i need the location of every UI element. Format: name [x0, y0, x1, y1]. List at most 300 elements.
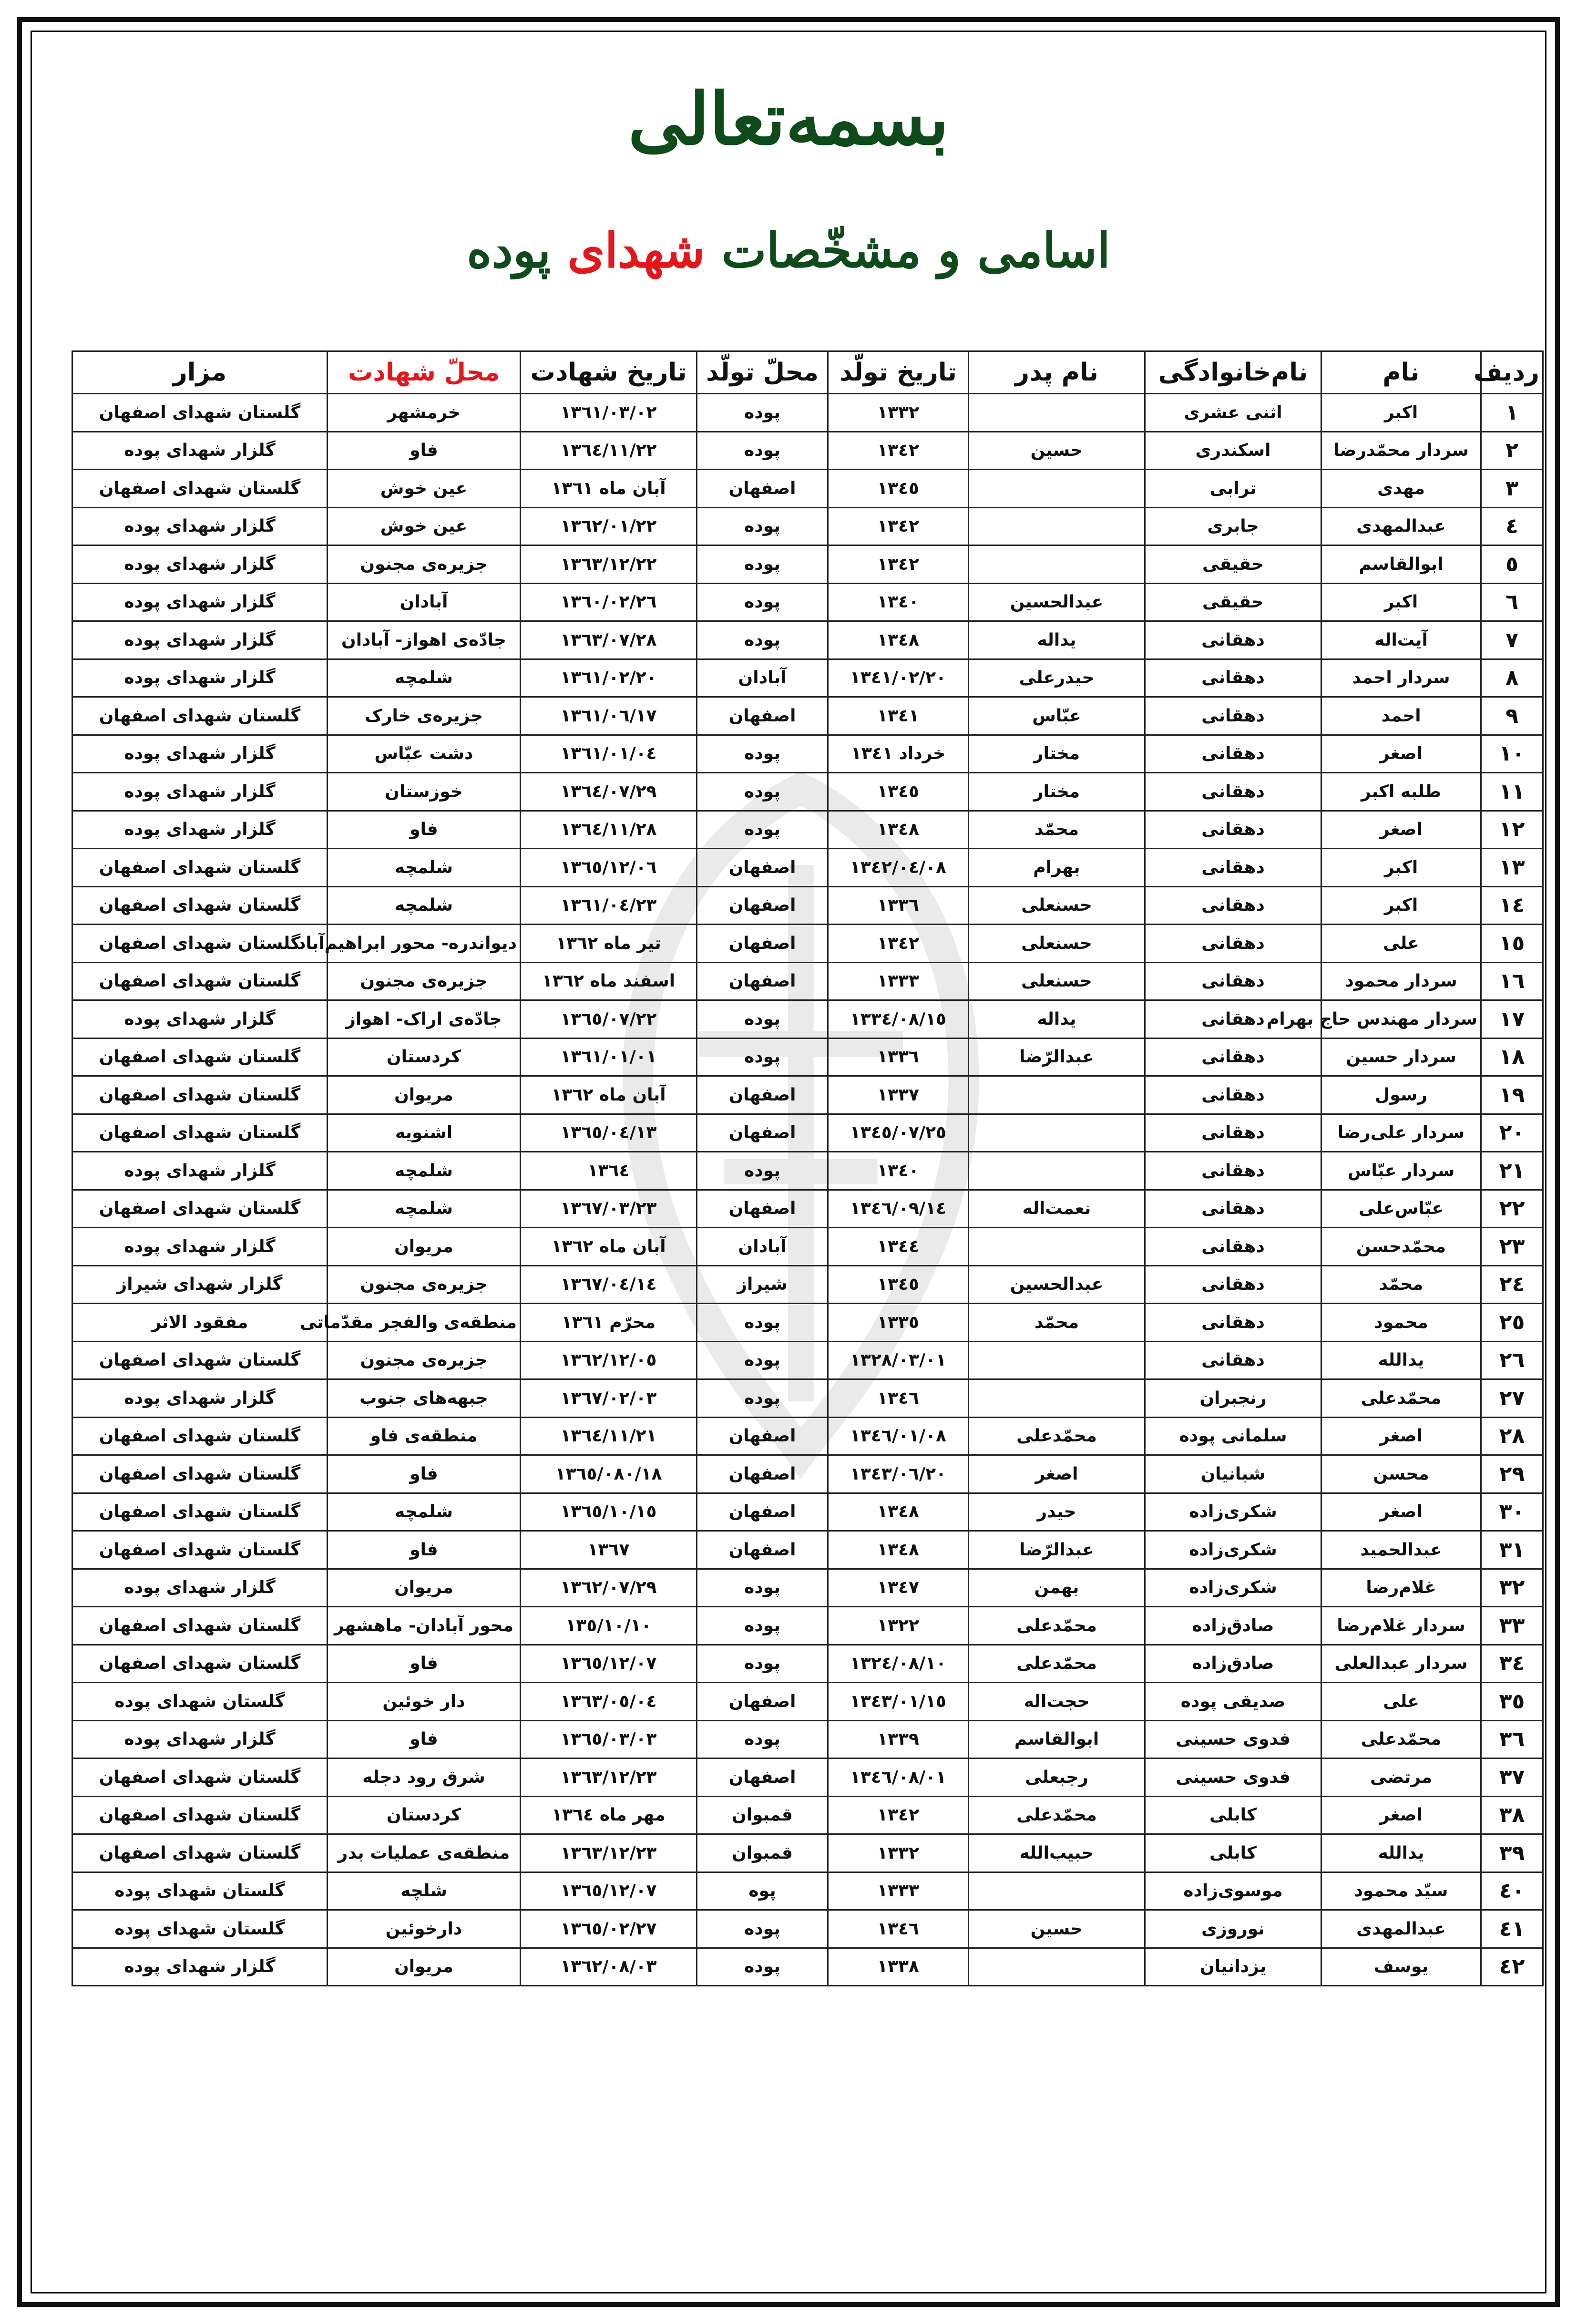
father-name-cell [969, 545, 1145, 584]
martyrdom-place-cell: شلمچه [328, 1493, 521, 1531]
martyrdom-date-cell: ١٣٦٤/٠٧/٢٩ [521, 773, 697, 811]
family-name-cell: حقیقی [1145, 583, 1321, 621]
grave-cell: گلستان شهدای اصفهان [72, 1493, 328, 1531]
row-number-cell: ٣٣ [1481, 1607, 1543, 1645]
table-row [72, 1152, 1543, 1190]
martyrdom-place-cell: منطقه‌ی والفجر مقدّماتی [328, 1304, 521, 1342]
birth-date-cell: ١٣٣٦ [828, 1038, 969, 1076]
row-number-cell: ٣٧ [1481, 1758, 1543, 1797]
father-name-cell: اصغر [969, 1455, 1145, 1493]
table-row [72, 1834, 1543, 1872]
birth-date-cell: ١٣٢٨/٠٣/٠١ [828, 1341, 969, 1379]
first-name-cell: محمود [1321, 1304, 1481, 1342]
first-name-cell: اکبر [1321, 394, 1481, 432]
martyrdom-place-cell: جزیره‌ی مجنون [328, 1265, 521, 1304]
grave-cell: گلستان شهدای اصفهان [72, 1834, 328, 1872]
birth-place-cell: پوده [697, 394, 828, 432]
father-name-cell: حسین [969, 432, 1145, 470]
birth-place-cell: پوده [697, 1569, 828, 1607]
birth-date-cell: ١٣٤٥/٠٧/٢٥ [828, 1114, 969, 1152]
birth-place-cell: اصفهان [697, 1758, 828, 1797]
table-row [72, 849, 1543, 887]
row-number-cell: ٣٢ [1481, 1569, 1543, 1607]
family-name-cell: دهقانی [1145, 621, 1321, 659]
family-name-cell: فدوی حسینی [1145, 1720, 1321, 1758]
col-header-family-name: نام‌خانوادگی [1145, 351, 1321, 394]
row-number-cell: ٣٠ [1481, 1493, 1543, 1531]
first-name-cell: سردار علی‌رضا [1321, 1114, 1481, 1152]
birth-date-cell: ١٣٤٨ [828, 1493, 969, 1531]
birth-date-cell: ١٣٤٨ [828, 811, 969, 849]
birth-date-cell: ١٣٣٣ [828, 1872, 969, 1910]
first-name-cell: سردار محمّدرضا [1321, 432, 1481, 470]
first-name-cell: سردار احمد [1321, 659, 1481, 697]
birth-date-cell: ١٣٤٠ [828, 1152, 969, 1190]
subtitle-part-names: اسامی و مشخّصات [705, 222, 1110, 278]
first-name-cell: اصغر [1321, 1417, 1481, 1455]
first-name-cell: سردار غلام‌رضا [1321, 1607, 1481, 1645]
martyrdom-date-cell: اسفند ماه ١٣٦٢ [521, 962, 697, 1000]
martyrdom-place-cell: جزیره‌ی خارک [328, 697, 521, 735]
family-name-cell: شکری‌زاده [1145, 1569, 1321, 1607]
father-name-cell [969, 1341, 1145, 1379]
birth-date-cell: ١٣٤٢ [828, 925, 969, 963]
col-header-father-name: نام پدر [969, 351, 1145, 394]
first-name-cell: علی [1321, 925, 1481, 963]
birth-place-cell: پوده [697, 1038, 828, 1076]
birth-date-cell: ١٣٤٦ [828, 1910, 969, 1948]
family-name-cell: یزدانیان [1145, 1948, 1321, 1986]
martyrdom-date-cell: ١٣٦٥/٠٤/١٣ [521, 1114, 697, 1152]
martyrs-table [72, 350, 1544, 1986]
martyrdom-place-cell: خرمشهر [328, 394, 521, 432]
father-name-cell: عبدالحسین [969, 1265, 1145, 1304]
grave-cell: گلزار شهدای پوده [72, 1228, 328, 1266]
first-name-cell: علی [1321, 1683, 1481, 1721]
first-name-cell: یدالله [1321, 1341, 1481, 1379]
birth-date-cell: ١٣٣٨ [828, 1948, 969, 1986]
birth-place-cell: اصفهان [697, 1493, 828, 1531]
row-number-cell: ١٣ [1481, 849, 1543, 887]
row-number-cell: ٣٩ [1481, 1834, 1543, 1872]
row-number-cell: ٦ [1481, 583, 1543, 621]
grave-cell: گلستان شهدای اصفهان [72, 1645, 328, 1683]
martyrdom-place-cell: عین خوش [328, 507, 521, 545]
birth-place-cell: پوده [697, 1000, 828, 1039]
martyrdom-date-cell: ١٣٦٠/٠٢/٢٦ [521, 583, 697, 621]
birth-place-cell: پوده [697, 1910, 828, 1948]
martyrdom-place-cell: شلمچه [328, 1190, 521, 1228]
subtitle-part-martyrs: شهدای [567, 222, 705, 278]
family-name-cell: دهقانی [1145, 697, 1321, 735]
martyrdom-date-cell: ١٣٦٢/٠٨/٠٣ [521, 1948, 697, 1986]
father-name-cell: حیدرعلی [969, 659, 1145, 697]
martyrdom-date-cell: ١٣٦٥/٠٢/٢٧ [521, 1910, 697, 1948]
family-name-cell: شبانیان [1145, 1455, 1321, 1493]
row-number-cell: ٣٦ [1481, 1720, 1543, 1758]
birth-date-cell: ١٣٤٥ [828, 1265, 969, 1304]
grave-cell: گلزار شهدای پوده [72, 621, 328, 659]
father-name-cell: حسنعلی [969, 925, 1145, 963]
grave-cell: گلزار شهدای پوده [72, 735, 328, 773]
grave-cell: گلستان شهدای اصفهان [72, 849, 328, 887]
header-title: بسمه‌تعالی [628, 77, 949, 161]
table-row [72, 962, 1543, 1000]
birth-place-cell: اصفهان [697, 849, 828, 887]
row-number-cell: ٢٥ [1481, 1304, 1543, 1342]
family-name-cell: شکری‌زاده [1145, 1493, 1321, 1531]
birth-date-cell: ١٣٣٤/٠٨/١٥ [828, 1000, 969, 1039]
martyrdom-place-cell: جبهه‌های جنوب [328, 1379, 521, 1418]
father-name-cell: عبدالرّضا [969, 1038, 1145, 1076]
martyrdom-date-cell: محرّم ١٣٦١ [521, 1304, 697, 1342]
father-name-cell: نعمت‌اله [969, 1190, 1145, 1228]
family-name-cell: جابری [1145, 507, 1321, 545]
birth-date-cell: ١٣٣٢ [828, 1834, 969, 1872]
first-name-cell: عبدالمهدی [1321, 1910, 1481, 1948]
grave-cell: گلستان شهدای اصفهان [72, 1531, 328, 1569]
first-name-cell: محسن [1321, 1455, 1481, 1493]
subtitle-part-village: پوده [466, 222, 568, 278]
father-name-cell: حسین [969, 1910, 1145, 1948]
first-name-cell: آیت‌اله [1321, 621, 1481, 659]
family-name-cell: صدیقی پوده [1145, 1683, 1321, 1721]
birth-place-cell: پوده [697, 1152, 828, 1190]
header-subtitle [0, 215, 1577, 286]
martyrdom-date-cell: ١٣٦٤/١١/٢١ [521, 1417, 697, 1455]
martyrdom-place-cell: شلچه [328, 1872, 521, 1910]
birth-place-cell: پوده [697, 1607, 828, 1645]
grave-cell: گلزار شهدای پوده [72, 1379, 328, 1418]
birth-date-cell: ١٣٤٨ [828, 621, 969, 659]
birth-date-cell: ١٣٤٨ [828, 1531, 969, 1569]
martyrdom-date-cell: ١٣٦٧/٠٤/١٤ [521, 1265, 697, 1304]
first-name-cell: سیّد محمود [1321, 1872, 1481, 1910]
martyrdom-place-cell: فاو [328, 1720, 521, 1758]
birth-place-cell: اصفهان [697, 1531, 828, 1569]
row-number-cell: ٣١ [1481, 1531, 1543, 1569]
martyrdom-place-cell: دارخوئین [328, 1910, 521, 1948]
grave-cell: گلزار شهدای پوده [72, 1000, 328, 1039]
grave-cell: گلستان شهدای اصفهان [72, 697, 328, 735]
family-name-cell: دهقانی [1145, 962, 1321, 1000]
martyrdom-place-cell: مریوان [328, 1569, 521, 1607]
birth-place-cell: پوده [697, 1379, 828, 1418]
first-name-cell: ابوالقاسم [1321, 545, 1481, 584]
birth-date-cell: ١٣٣٩ [828, 1720, 969, 1758]
birth-place-cell: پوده [697, 583, 828, 621]
table-row [72, 394, 1543, 432]
family-name-cell: دهقانی [1145, 735, 1321, 773]
birth-place-cell: اصفهان [697, 697, 828, 735]
birth-place-cell: اصفهان [697, 1114, 828, 1152]
grave-cell: گلستان شهدای اصفهان [72, 1796, 328, 1834]
family-name-cell: صادق‌زاده [1145, 1607, 1321, 1645]
grave-cell: مفقود الاثر [72, 1304, 328, 1342]
grave-cell: گلزار شهدای پوده [72, 545, 328, 584]
first-name-cell: طلبه اکبر [1321, 773, 1481, 811]
birth-place-cell: پوده [697, 432, 828, 470]
table-row [72, 1304, 1543, 1342]
martyrdom-place-cell: مریوان [328, 1076, 521, 1114]
martyrdom-date-cell: ١٣٦٢/٠١/٢٢ [521, 507, 697, 545]
table-row [72, 1569, 1543, 1607]
family-name-cell: دهقانی [1145, 1265, 1321, 1304]
table-row [72, 1076, 1543, 1114]
father-name-cell: یداله [969, 1000, 1145, 1039]
grave-cell: گلستان شهدای اصفهان [72, 886, 328, 925]
grave-cell: گلزار شهدای پوده [72, 1569, 328, 1607]
family-name-cell: رنجبران [1145, 1379, 1321, 1418]
martyrdom-place-cell: شلمچه [328, 1152, 521, 1190]
martyrdom-date-cell: ١٣٦٥/١٠/١٥ [521, 1493, 697, 1531]
grave-cell: گلزار شهدای پوده [72, 659, 328, 697]
first-name-cell: سردار عبّاس [1321, 1152, 1481, 1190]
row-number-cell: ١١ [1481, 773, 1543, 811]
first-name-cell: سردار عبدالعلی [1321, 1645, 1481, 1683]
row-number-cell: ٣٤ [1481, 1645, 1543, 1683]
birth-date-cell: ١٣٤٢ [828, 545, 969, 584]
birth-place-cell: پوه [697, 1872, 828, 1910]
father-name-cell: محمّدعلی [969, 1417, 1145, 1455]
birth-date-cell: ١٣٤٢/٠٤/٠٨ [828, 849, 969, 887]
martyrdom-place-cell: شلمچه [328, 886, 521, 925]
first-name-cell: سردار محمود [1321, 962, 1481, 1000]
father-name-cell: ابوالقاسم [969, 1720, 1145, 1758]
col-header-martyrdom-date: تاریخ شهادت [521, 351, 697, 394]
grave-cell: گلستان شهدای اصفهان [72, 394, 328, 432]
martyrdom-place-cell: آبادان [328, 583, 521, 621]
table-row [72, 1872, 1543, 1910]
table-row [72, 1114, 1543, 1152]
family-name-cell: شکری‌زاده [1145, 1531, 1321, 1569]
grave-cell: گلستان شهدای اصفهان [72, 962, 328, 1000]
first-name-cell: اصغر [1321, 811, 1481, 849]
first-name-cell: مرتضی [1321, 1758, 1481, 1797]
row-number-cell: ٤٢ [1481, 1948, 1543, 1986]
birth-place-cell: اصفهان [697, 886, 828, 925]
row-number-cell: ٣ [1481, 470, 1543, 508]
birth-date-cell: ١٣٤٠ [828, 583, 969, 621]
table-row [72, 659, 1543, 697]
row-number-cell: ١٥ [1481, 925, 1543, 963]
family-name-cell: دهقانی [1145, 849, 1321, 887]
birth-date-cell: ١٣٤٦/٠٩/١٤ [828, 1190, 969, 1228]
row-number-cell: ٢٩ [1481, 1455, 1543, 1493]
father-name-cell: بهمن [969, 1569, 1145, 1607]
table-row [72, 773, 1543, 811]
martyrdom-date-cell: ١٣٦٥/١٢/٠٦ [521, 849, 697, 887]
martyrdom-place-cell: شلمچه [328, 659, 521, 697]
table-row [72, 735, 1543, 773]
birth-date-cell: ١٣٤٦/٠١/٠٨ [828, 1417, 969, 1455]
row-number-cell: ٢١ [1481, 1152, 1543, 1190]
table-header-row [72, 351, 1543, 394]
col-header-birth-place: محلّ تولّد [697, 351, 828, 394]
birth-date-cell: ١٣٣٥ [828, 1304, 969, 1342]
col-header-first-name: نام [1321, 351, 1481, 394]
martyrdom-place-cell: اشنویه [328, 1114, 521, 1152]
grave-cell: گلستان شهدای پوده [72, 1910, 328, 1948]
family-name-cell: دهقانی [1145, 886, 1321, 925]
grave-cell: گلزار شهدای پوده [72, 811, 328, 849]
family-name-cell: دهقانی [1145, 925, 1321, 963]
martyrdom-date-cell: ١٣٦١/٠٢/٢٠ [521, 659, 697, 697]
row-number-cell: ٤١ [1481, 1910, 1543, 1948]
row-number-cell: ٢٨ [1481, 1417, 1543, 1455]
father-name-cell: حسنعلی [969, 962, 1145, 1000]
birth-place-cell: آبادان [697, 659, 828, 697]
grave-cell: گلزار شهدای پوده [72, 1152, 328, 1190]
martyrdom-date-cell: ١٣٦١/٠٦/١٧ [521, 697, 697, 735]
row-number-cell: ١٤ [1481, 886, 1543, 925]
table-row [72, 1000, 1543, 1039]
martyrdom-date-cell: تیر ماه ١٣٦٢ [521, 925, 697, 963]
grave-cell: گلستان شهدای اصفهان [72, 1190, 328, 1228]
father-name-cell [969, 1228, 1145, 1266]
first-name-cell: غلام‌رضا [1321, 1569, 1481, 1607]
martyrdom-date-cell: ١٣٦١/٠٣/٠٢ [521, 394, 697, 432]
martyrdom-place-cell: فاو [328, 1531, 521, 1569]
martyrdom-date-cell: ١٣٦٤/١١/٢٢ [521, 432, 697, 470]
martyrdom-date-cell: ١٣٦٣/١٢/٢٣ [521, 1758, 697, 1797]
table-row [72, 1417, 1543, 1455]
father-name-cell: محمّدعلی [969, 1607, 1145, 1645]
birth-date-cell: ١٣٣٧ [828, 1076, 969, 1114]
first-name-cell: عبدالمهدی [1321, 507, 1481, 545]
martyrdom-date-cell: ١٣٦١/٠١/٠١ [521, 1038, 697, 1076]
table-row [72, 1683, 1543, 1721]
grave-cell: گلستان شهدای اصفهان [72, 1758, 328, 1797]
birth-date-cell: ١٣٤٦/٠٨/٠١ [828, 1758, 969, 1797]
grave-cell: گلزار شهدای پوده [72, 432, 328, 470]
table-row [72, 697, 1543, 735]
family-name-cell: اثنی عشری [1145, 394, 1321, 432]
grave-cell: گلستان شهدای اصفهان [72, 1114, 328, 1152]
family-name-cell: ترابی [1145, 470, 1321, 508]
birth-date-cell: ١٣٤٣/٠١/١٥ [828, 1683, 969, 1721]
row-number-cell: ٢٢ [1481, 1190, 1543, 1228]
table-row [72, 1948, 1543, 1986]
birth-date-cell: ١٣٣٦ [828, 886, 969, 925]
birth-date-cell: ١٣٤٢ [828, 1796, 969, 1834]
family-name-cell: حقیقی [1145, 545, 1321, 584]
first-name-cell: عبدالحمید [1321, 1531, 1481, 1569]
martyrdom-place-cell: منطقه‌ی عملیات بدر [328, 1834, 521, 1872]
grave-cell: گلزار شهدای پوده [72, 507, 328, 545]
grave-cell: گلستان شهدای پوده [72, 1683, 328, 1721]
birth-date-cell: ١٣٣٢ [828, 394, 969, 432]
martyrdom-date-cell: ١٣٦٣/١٢/٢٣ [521, 1834, 697, 1872]
father-name-cell: بهرام [969, 849, 1145, 887]
father-name-cell: حبیب‌الله [969, 1834, 1145, 1872]
birth-place-cell: پوده [697, 1720, 828, 1758]
martyrdom-place-cell: شرق رود دجله [328, 1758, 521, 1797]
birth-place-cell: آبادان [697, 1228, 828, 1266]
table-row [72, 811, 1543, 849]
table-row [72, 1455, 1543, 1493]
first-name-cell: مهدی [1321, 470, 1481, 508]
martyrdom-place-cell: جزیره‌ی مجنون [328, 545, 521, 584]
martyrdom-place-cell: جزیره‌ی مجنون [328, 1341, 521, 1379]
birth-date-cell: ١٣٤٢ [828, 432, 969, 470]
martyrdom-date-cell: ١٣٦٧/٠٣/٢٣ [521, 1190, 697, 1228]
birth-place-cell: پوده [697, 811, 828, 849]
birth-place-cell: شیراز [697, 1265, 828, 1304]
father-name-cell [969, 394, 1145, 432]
family-name-cell: دهقانی [1145, 1228, 1321, 1266]
birth-place-cell: اصفهان [697, 470, 828, 508]
father-name-cell [969, 507, 1145, 545]
table-row [72, 470, 1543, 508]
martyrdom-place-cell: محور آبادان- ماهشهر [328, 1607, 521, 1645]
father-name-cell: یداله [969, 621, 1145, 659]
table-row [72, 1190, 1543, 1228]
first-name-cell: اکبر [1321, 849, 1481, 887]
family-name-cell: دهقانی [1145, 1152, 1321, 1190]
father-name-cell: عبّاس [969, 697, 1145, 735]
family-name-cell: دهقانی [1145, 773, 1321, 811]
father-name-cell [969, 1379, 1145, 1418]
grave-cell: گلزار شهدای پوده [72, 583, 328, 621]
martyrdom-place-cell: فاو [328, 1455, 521, 1493]
birth-place-cell: اصفهان [697, 1683, 828, 1721]
birth-date-cell: ١٣٤٧ [828, 1569, 969, 1607]
father-name-cell [969, 470, 1145, 508]
birth-place-cell: پوده [697, 735, 828, 773]
family-name-cell: دهقانی [1145, 1190, 1321, 1228]
father-name-cell: عبدالرّضا [969, 1531, 1145, 1569]
table-row [72, 1607, 1543, 1645]
martyrdom-date-cell: ١٣٦٣/٠٥/٠٤ [521, 1683, 697, 1721]
martyrdom-date-cell: ١٣٥/١٠/١٠ [521, 1607, 697, 1645]
father-name-cell [969, 1152, 1145, 1190]
row-number-cell: ١٦ [1481, 962, 1543, 1000]
father-name-cell [969, 1114, 1145, 1152]
family-name-cell: دهقانی [1145, 811, 1321, 849]
family-name-cell: دهقانی [1145, 1076, 1321, 1114]
martyrdom-place-cell: کردستان [328, 1038, 521, 1076]
table-row [72, 545, 1543, 584]
martyrdom-date-cell: ١٣٦٧/٠٢/٠٣ [521, 1379, 697, 1418]
martyrdom-place-cell: دار خوئین [328, 1683, 521, 1721]
grave-cell: گلستان شهدای اصفهان [72, 1076, 328, 1114]
grave-cell: گلستان شهدای پوده [72, 1872, 328, 1910]
table-body [72, 394, 1543, 1986]
martyrdom-date-cell: آبان ماه ١٣٦٢ [521, 1228, 697, 1266]
martyrdom-date-cell: ١٣٦٥/١٢/٠٧ [521, 1645, 697, 1683]
grave-cell: گلزار شهدای پوده [72, 1948, 328, 1986]
birth-place-cell: اصفهان [697, 1417, 828, 1455]
first-name-cell: اکبر [1321, 583, 1481, 621]
family-name-cell: فدوی حسینی [1145, 1758, 1321, 1797]
martyrdom-date-cell: ١٣٦٢/٠٧/٢٩ [521, 1569, 697, 1607]
table-row [72, 925, 1543, 963]
father-name-cell: عبدالحسین [969, 583, 1145, 621]
table-row [72, 1910, 1543, 1948]
table-row [72, 1758, 1543, 1797]
first-name-cell: یوسف [1321, 1948, 1481, 1986]
family-name-cell: نوروزی [1145, 1910, 1321, 1948]
family-name-cell: دهقانی [1145, 1304, 1321, 1342]
first-name-cell: سردار حسین [1321, 1038, 1481, 1076]
martyrdom-place-cell: مریوان [328, 1228, 521, 1266]
family-name-cell: سلمانی پوده [1145, 1417, 1321, 1455]
first-name-cell: محمّدعلی [1321, 1720, 1481, 1758]
col-header-martyrdom-place: محلّ شهادت [328, 351, 521, 394]
row-number-cell: ٣٨ [1481, 1796, 1543, 1834]
table-row [72, 1796, 1543, 1834]
